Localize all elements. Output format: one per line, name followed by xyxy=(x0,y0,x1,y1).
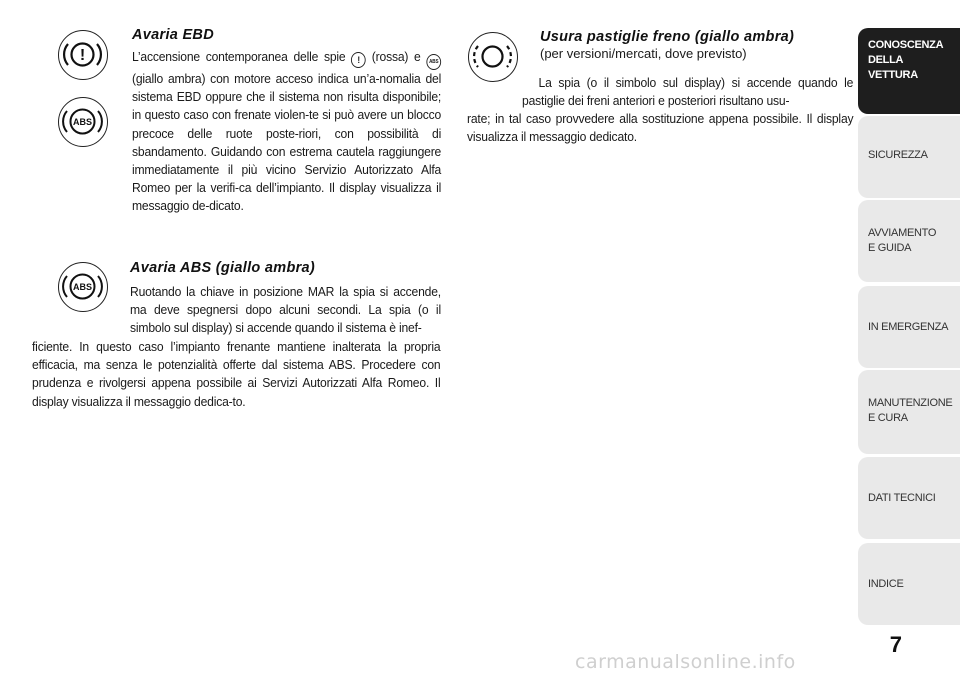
ebd-text-a: L’accensione contemporanea delle spie xyxy=(132,49,346,64)
ebd-text-c: (giallo ambra) con motore acceso indica un’a-nomalia del sistema EBD oppure che il sistema non risulta disponibile; in questo caso con frenate violen-te si può avere un blocco precoce delle ruote poste-riori, con possibilità di sbandamento. Guidando con estrema cautela raggiungere immediatamente il più vicino Servizio Autorizzato Alfa Romeo per la verifi-ca dell’impianto. Il display visualizza il messaggio de-dicato. xyxy=(132,71,442,214)
watermark: carmanualsonline.info xyxy=(575,651,796,673)
brake-warning-icon xyxy=(58,30,108,80)
abs-text-indented: Ruotando la chiave in posizione MAR la spia si accende, ma deve spegnersi dopo alcuni secondi. La spia (o il simbolo sul display) si accende quando il sistema è inef- xyxy=(130,284,441,336)
brake-pad-wear-icon xyxy=(468,32,518,82)
tab-sicurezza[interactable] xyxy=(858,116,960,198)
pads-body-full xyxy=(467,110,853,146)
abs-heading: Avaria ABS (giallo ambra) xyxy=(130,260,316,276)
tab-label-line: DELLA xyxy=(868,54,904,66)
page-number: 7 xyxy=(889,632,902,657)
pads-heading: Usura pastiglie freno (giallo ambra) xyxy=(540,29,795,45)
abs-label: ABS xyxy=(72,282,93,292)
abs-label-ebd: ABS xyxy=(72,117,93,127)
abs-icon xyxy=(58,262,108,312)
tab-avviamento-e-guida[interactable] xyxy=(858,200,960,282)
tab-label-line: CONOSCENZA xyxy=(868,39,944,51)
tab-label-line: DATI TECNICI xyxy=(868,492,936,504)
tab-label-line: INDICE xyxy=(868,578,904,590)
abs-body-full xyxy=(32,338,440,411)
tab-label-line: E CURA xyxy=(868,412,908,424)
abs-inline-icon: ABS xyxy=(426,54,441,70)
tab-indice[interactable] xyxy=(858,543,960,625)
tab-in-emergenza[interactable] xyxy=(858,286,960,368)
ebd-heading: Avaria EBD xyxy=(132,27,214,43)
abs-text-full: ficiente. In questo caso l’impianto frenante mantiene inalterata la propria efficacia, ma senza le potenzialità offerte dal sistema ABS. Procedere con prudenza e rivolgersi appena possibile ai Servizi Autorizzati Alfa Romeo. Il display visualizza il messaggio dedica-to. xyxy=(32,339,441,409)
pads-text-full: rate; in tal caso provvedere alla sostituzione appena possibile. Il display visualizza il messaggio dedicato. xyxy=(467,111,854,145)
tab-label-line: VETTURA xyxy=(868,69,918,81)
warning-exclamation: ! xyxy=(79,47,86,64)
pads-subtitle: (per versioni/mercati, dove previsto) xyxy=(540,46,747,61)
tab-label-line: E GUIDA xyxy=(868,242,912,254)
ebd-body xyxy=(132,48,441,216)
pads-text-indented: La spia (o il simbolo sul display) si accende quando le pastiglie dei freni anteriori e posteriori risultano usu- xyxy=(522,75,854,109)
pads-body-indented xyxy=(522,74,853,110)
tab-label-line: SICUREZZA xyxy=(868,149,928,161)
tab-conoscenza-della-vettura[interactable] xyxy=(858,28,960,114)
ebd-text-b: (rossa) e xyxy=(371,49,421,64)
abs-warning-icon xyxy=(58,97,108,147)
tab-label-line: AVVIAMENTO xyxy=(868,227,937,239)
abs-body-indented xyxy=(130,283,441,338)
tab-label-line: MANUTENZIONE xyxy=(868,397,953,409)
brake-inline-icon: ! xyxy=(351,52,366,68)
tab-manutenzione-e-cura[interactable] xyxy=(858,370,960,454)
tab-dati-tecnici[interactable] xyxy=(858,457,960,539)
tab-label-line: IN EMERGENZA xyxy=(868,321,949,333)
